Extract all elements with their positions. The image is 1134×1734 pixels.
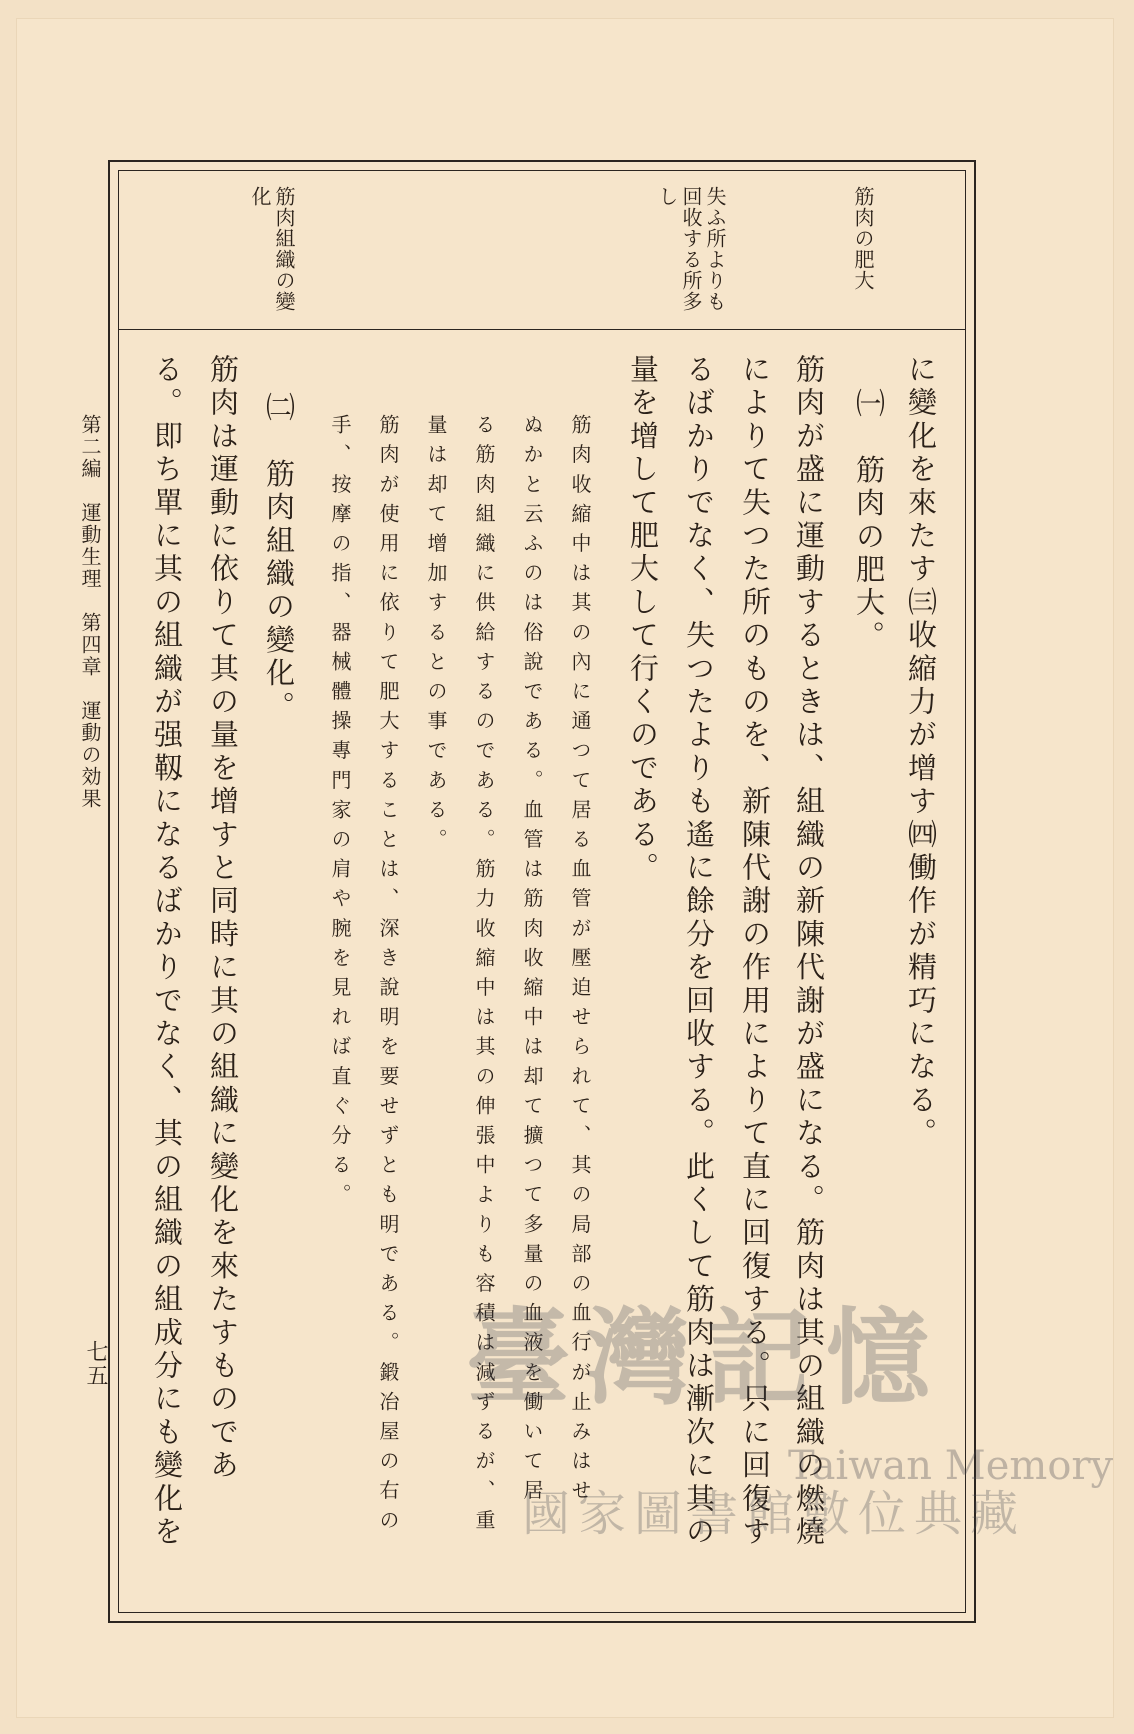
body-column-9: る。即ち單に其の組織が强靱になるばかりでなく、其の組織の組成分にも變化を (150, 354, 184, 1550)
body-column-4: によりて失つた所のものを、新陳代謝の作用によりて直に回復する。只に回復す (738, 354, 772, 1550)
note-column-5: 筋肉が使用に依りて肥大することは、深き說明を要せずとも明である。鍛冶屋の右の (376, 414, 400, 1539)
margin-note-tissue-change: 筋肉組織の變 化 (248, 186, 296, 312)
body-column-1: に變化を來たす㈢收縮力が增す㈣働作が精巧になる。 (904, 354, 938, 1151)
watermark-title: 臺灣記憶 (466, 1297, 947, 1419)
watermark-subtitle: 國家圖書館數位典藏 (522, 1486, 1027, 1542)
margin-note-recovery: 失ふ所よりも 回收する所多 し (655, 186, 727, 312)
page-number: 七五 (83, 1340, 108, 1388)
note-column-3: る筋肉組織に供給するのである。筋力收縮中は其の伸張中よりも容積は減ずるが、重 (472, 414, 496, 1539)
margin-note-hypertrophy: 筋肉の肥大 (851, 186, 875, 291)
watermark-english: Taiwan Memory (788, 1443, 1114, 1489)
running-header: 第二編 運動生理 第四章 運動の効果 (78, 414, 102, 810)
body-column-8: 筋肉は運動に依りて其の量を增すと同時に其の組織に變化を來たすものであ (206, 354, 240, 1483)
section-heading-hypertrophy: ㈠ 筋肉の肥大。 (852, 388, 886, 654)
section-heading-tissue-change: ㈡ 筋肉組織の變化。 (262, 392, 296, 724)
body-column-6: 量を增して肥大して行くのである。 (626, 354, 660, 886)
note-column-6: 手、按摩の指、器械體操專門家の肩や腕を見れば直ぐ分る。 (328, 414, 352, 1214)
body-column-3: 筋肉が盛に運動するときは、組織の新陳代謝が盛になる。筋肉は其の組織の燃燒 (792, 354, 826, 1550)
note-column-4: 量は却て增加するとの事である。 (424, 414, 448, 858)
body-column-5: るばかりでなく、失つたよりも遙に餘分を回收する。此くして筋肉は漸次に其の (682, 354, 716, 1550)
margin-note-divider (118, 329, 966, 330)
note-column-2: ぬかと云ふのは俗說である。血管は筋肉收縮中は却て擴つて多量の血液を働いて居 (520, 414, 544, 1510)
note-column-1: 筋肉收縮中は其の內に通つて居る血管が壓迫せられて、其の局部の血行が止みはせ (568, 414, 592, 1510)
